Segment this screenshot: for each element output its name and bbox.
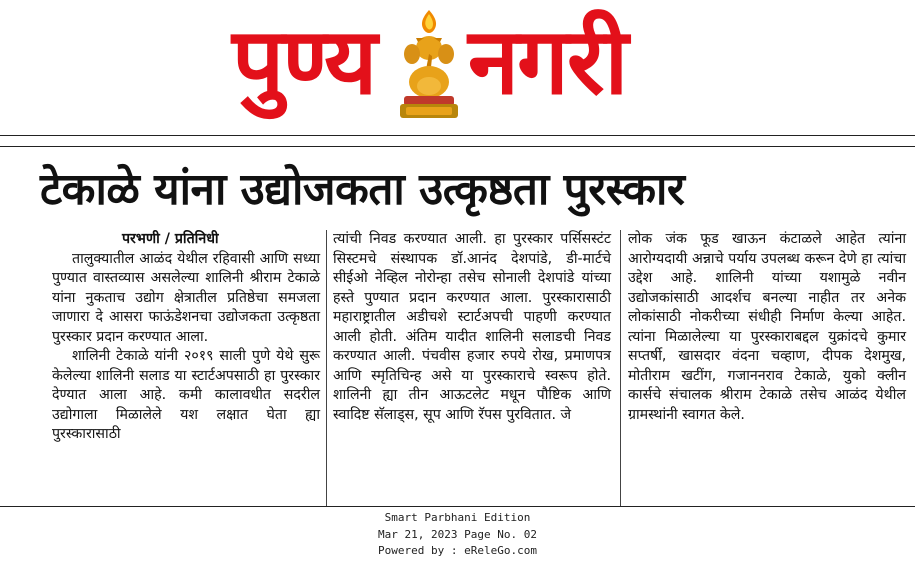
article-column-3 [628, 230, 906, 425]
article-column-1 [52, 230, 320, 445]
ganesha-logo-icon [394, 8, 464, 120]
article-paragraph: शालिनी टेकाळे यांनी २०१९ साली पुणे येथे सुरू केलेल्या शालिनी सलाड या स्टार्टअपसाठी हा पुरस्कार देण्यात आला आहे. कमी कालावधीत सदरील उद्योगाला मिळालेले यश लक्षात घेता ह्या पुरस्कारासाठी [52, 348, 320, 442]
column-divider [326, 230, 327, 506]
edition-footer [0, 510, 915, 560]
bottom-divider [0, 506, 915, 507]
powered-by-link[interactable]: Powered by : eReleGo.com [378, 544, 537, 557]
article-paragraph: लोक जंक फूड खाऊन कंटाळले आहेत त्यांना आरोग्यदायी अन्नाचे पर्याय उपलब्ध करून देणे हा त्यांचा उद्देश आहे. शालिनी यांच्या यशामुळे नवीन उद्योजकांसाठी आदर्शच बनल्या नाहीत तर अनेक लोकांसाठी नोकरीच्या संधीही निर्माण केल्या आहेत. त्यांना मिळालेल्या या पुरस्काराबद्दल युक्रांदचे कुमार सप्तर्षी, खासदार वंदना चव्हाण, दीपक देशमुख, मोतीराम खटींग, गजाननराव टेकाळे, युको क्लीन कार्सचे संचालक श्रीराम टेकाळे तसेच आळंद येथील ग्रामस्थांनी स्वागत केले. [628, 231, 906, 423]
top-divider [0, 135, 915, 136]
article-paragraph: त्यांची निवड करण्यात आली. हा पुरस्कार पर्सिसस्टंट सिस्टमचे संस्थापक डॉ.आनंद देशपांडे, डी-मार्टचे सीईओ नेव्हिल नोरोन्हा तसेच सोनाली देशपांडे यांच्या हस्ते पुण्यात प्रदान करण्यात आला. पुरस्कारासाठी महाराष्ट्रातील अडीचशे स्टार्टअपची पाहणी करण्यात आली होती. अंतिम यादीत शालिनी सलाडची निवड करण्यात आली. पंचवीस हजार रुपये रोख, प्रमाणपत्र आणि स्मृतिचिन्ह असे या पुरस्काराचे स्वरूप होते. शालिनी ह्या तीन आऊटलेट मधून पौष्टिक आणि स्वादिष्ट सॅलाड्स, सूप आणि रॅपस पुरवितात. जे [333, 231, 611, 423]
logo-text-right: नगरी [468, 8, 627, 115]
edition-name: Smart Parbhani Edition [384, 511, 531, 524]
article-paragraph: तालुक्यातील आळंद येथील रहिवासी आणि सध्या पुण्यात वास्तव्यास असलेल्या शालिनी श्रीराम टेकाळे यांना नुकताच उद्योग क्षेत्रातील प्रतिष्ठेचा समजला जाणारा दे आसरा फाऊंडेशनचा उद्योजकता उत्कृष्ठता पुरस्कार प्रदान करण्यात आला. [52, 250, 320, 345]
article-headline: टेकाळे यांना उद्योजकता उत्कृष्ठता पुरस्कार [40, 164, 685, 215]
column-divider [620, 230, 621, 506]
article-dateline: परभणी / प्रतिनिधी [122, 231, 219, 247]
logo-text-left: पुण्य [232, 8, 376, 115]
edition-date-page: Mar 21, 2023 Page No. 02 [378, 527, 537, 541]
top-divider-2 [0, 146, 915, 147]
masthead [0, 0, 915, 134]
article-column-2 [333, 230, 611, 425]
